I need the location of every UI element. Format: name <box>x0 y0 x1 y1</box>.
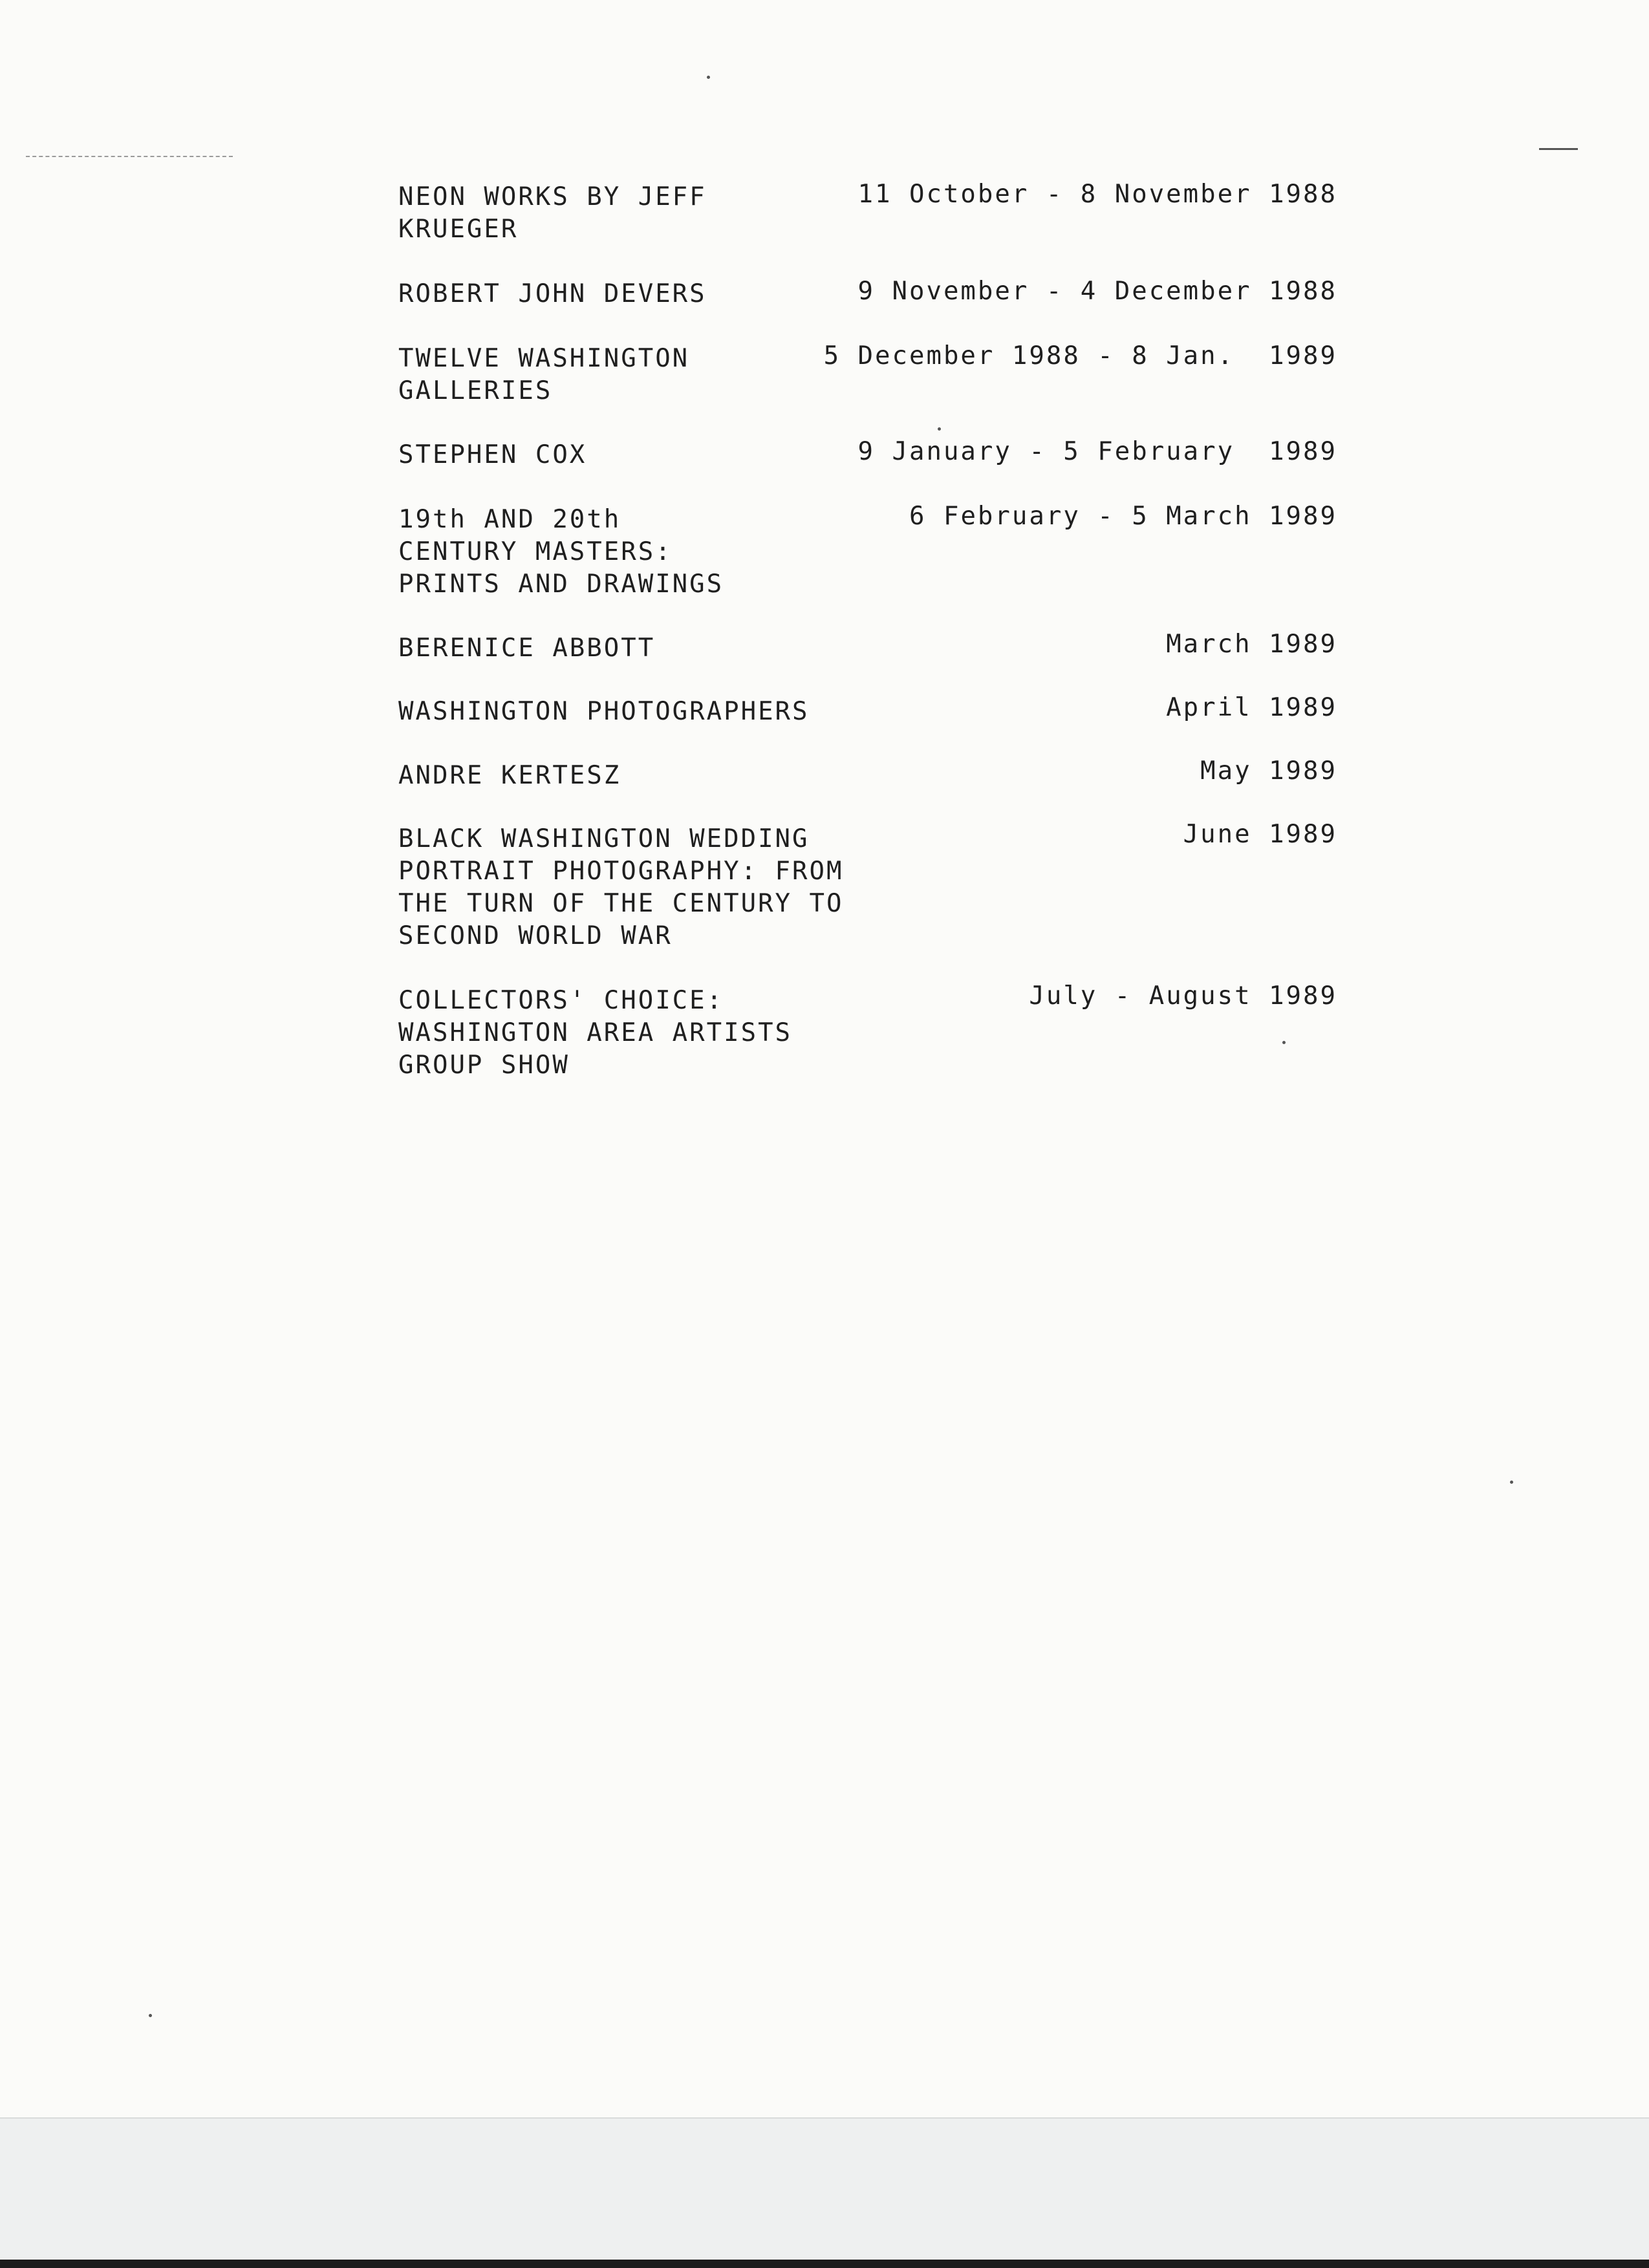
scan-mark-right <box>1539 148 1578 150</box>
exhibition-date: June 1989 <box>1183 820 1337 849</box>
exhibition-title: 19th AND 20th CENTURY MASTERS: PRINTS AND DRAWINGS <box>398 505 724 599</box>
exhibition-date: May 1989 <box>1200 756 1337 786</box>
exhibition-date: 6 February - 5 March 1989 <box>909 502 1337 531</box>
exhibition-date: 11 October - 8 November 1988 <box>857 180 1337 209</box>
exhibition-title: STEPHEN COX <box>398 440 587 469</box>
exhibition-title: BLACK WASHINGTON WEDDING PORTRAIT PHOTOGRAPHY: FROM THE TURN OF THE CENTURY TO SECOND WORLD WAR <box>398 824 844 950</box>
scan-speck <box>149 2014 152 2017</box>
exhibition-date: July - August 1989 <box>1029 981 1337 1011</box>
exhibition-date: April 1989 <box>1166 693 1337 722</box>
scan-speck <box>938 427 941 431</box>
scan-mark-left <box>26 156 233 157</box>
exhibition-date: March 1989 <box>1166 630 1337 659</box>
exhibition-title: COLLECTORS' CHOICE: WASHINGTON AREA ARTISTS GROUP SHOW <box>398 986 793 1080</box>
exhibition-title: BERENICE ABBOTT <box>398 634 656 663</box>
exhibition-title: ROBERT JOHN DEVERS <box>398 279 707 308</box>
exhibition-title: WASHINGTON PHOTOGRAPHERS <box>398 697 810 726</box>
exhibition-date: 9 January - 5 February 1989 <box>857 437 1337 466</box>
scanner-edge <box>0 2260 1649 2268</box>
scan-speck <box>707 76 710 79</box>
exhibition-title: NEON WORKS BY JEFF KRUEGER <box>398 182 707 244</box>
exhibition-date: 9 November - 4 December 1988 <box>857 277 1337 306</box>
exhibition-title: ANDRE KERTESZ <box>398 761 621 790</box>
exhibition-date: 5 December 1988 - 8 Jan. 1989 <box>823 341 1337 370</box>
scan-speck <box>1282 1041 1286 1044</box>
scan-speck <box>1510 1481 1513 1484</box>
exhibition-title: TWELVE WASHINGTON GALLERIES <box>398 344 690 405</box>
scanner-bed <box>0 2117 1649 2261</box>
